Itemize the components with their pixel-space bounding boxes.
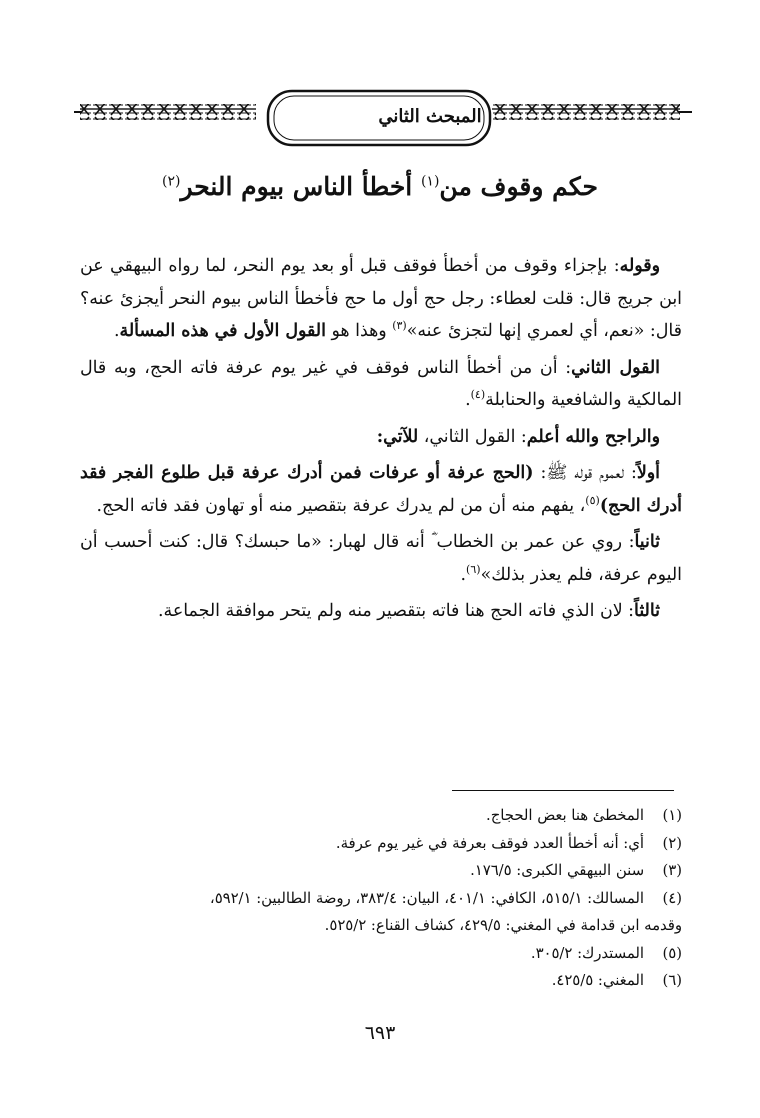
paragraph-1-bold: القول الأول في هذه المسألة <box>119 321 326 341</box>
section-header <box>60 88 700 158</box>
footnote-2 <box>80 830 682 858</box>
footnote-number: (٦) <box>662 972 682 989</box>
footnote-text: المغني: ٤٢٥/٥. <box>551 972 644 989</box>
paragraph-2-text: : أن من أخطأ الناس فوقف في غير يوم عرفة فاته الحج، وبه قال المالكية والشافعية والحنابلة <box>80 357 682 410</box>
title-footnote-ref-2: (٢) <box>161 173 181 190</box>
paragraph-2 <box>80 352 682 417</box>
title-part1: حكم وقوف من <box>439 172 599 201</box>
title-footnote-ref-1: (١) <box>420 173 440 190</box>
footnote-ref-5: (٥) <box>585 493 600 507</box>
footnote-5 <box>80 940 682 968</box>
paragraph-4-hadith: (الحج عرفة أو عرفات فمن أدرك عرفة قبل طلوع الفجر فقد أدرك الحج) <box>80 463 682 516</box>
paragraph-4-text2: ، يفهم منه أن من لم يدرك عرفة بتقصير منه أو تهاون فقد فاته الحج. <box>96 495 586 516</box>
footnote-number: (٤) <box>662 889 682 907</box>
footnote-text: المستدرك: ٣٠٥/٢. <box>530 944 644 962</box>
footnote-number: (٢) <box>662 834 682 852</box>
paragraph-1-end: . <box>114 321 120 341</box>
paragraph-4 <box>80 457 682 522</box>
footnote-number: (٣) <box>662 862 682 879</box>
paragraph-5-text: : روي عن عمر بن الخطاب ؓ أنه قال لهبار: «ما حبسك؟ قال: كنت أحسب أن اليوم عرفة، فلم يعذر بذلك» <box>80 532 682 585</box>
footnote-1 <box>80 802 682 830</box>
footnote-3 <box>80 857 682 885</box>
main-text <box>80 250 682 632</box>
footnote-text: المخطئ هنا بعض الحجاج. <box>486 807 644 824</box>
paragraph-3-lead: والراجح والله أعلم <box>526 426 660 447</box>
footnote-4-continuation: وقدمه ابن قدامة في المغني: ٤٢٩/٥، كشاف القناع: ٥٢٥/٢. <box>324 917 682 934</box>
paragraph-1 <box>80 250 682 348</box>
footnotes <box>80 802 682 995</box>
paragraph-3-text: : القول الثاني، <box>418 426 527 447</box>
title-part2: أخطأ الناس بيوم النحر <box>180 172 421 201</box>
footnote-number: (١) <box>662 807 682 824</box>
footnote-number: (٥) <box>662 944 682 962</box>
page-title <box>100 172 660 201</box>
paragraph-3-bold: للآتي: <box>376 426 419 447</box>
footnote-text: أي: أنه أخطأ العدد فوقف بعرفة في غير يوم عرفة. <box>335 834 644 852</box>
paragraph-3 <box>80 421 682 454</box>
paragraph-1-lead: وقوله <box>619 256 660 276</box>
paragraph-5-end: . <box>460 564 467 585</box>
paragraph-6-lead: ثالثاً <box>634 601 660 621</box>
paragraph-6 <box>80 595 682 628</box>
section-label: المبحث الثاني <box>378 106 482 127</box>
paragraph-5-lead: ثانياً <box>634 532 660 552</box>
page-number: ٦٩٣ <box>364 1022 396 1044</box>
paragraph-2-lead: القول الثاني <box>571 357 660 378</box>
paragraph-1-text2: وهذا هو <box>325 321 393 341</box>
footnote-separator <box>452 790 674 791</box>
footnote-ref-3: (٣) <box>392 319 407 333</box>
paragraph-4-text: : لعموم قوله ﷺ: <box>533 463 637 483</box>
paragraph-5 <box>80 526 682 591</box>
paragraph-6-text: : لان الذي فاته الحج هنا فاته بتقصير منه ولم يتحر موافقة الجماعة. <box>158 601 635 621</box>
footnote-text: المسالك: ٥١٥/١، الكافي: ٤٠١/١، البيان: ٣٨٣/٤، روضة الطالبين: ٥٩٢/١، <box>209 889 644 907</box>
paragraph-1-text: : بإجزاء وقوف من أخطأ فوقف قبل أو بعد يوم النحر، لما رواه البيهقي عن ابن جريج قال: قلت لعطاء: رجل حج أول ما حج فأخطأ الناس بيوم النحر أيجزئ عنه؟ قال: «نعم، أي لعمري إنها لتجزئ عنه» <box>80 256 682 341</box>
footnote-ref-6: (٦) <box>466 562 481 576</box>
footnote-ref-4: (٤) <box>470 388 486 402</box>
footnote-4 <box>80 885 682 913</box>
paragraph-2-end: . <box>465 390 471 410</box>
footnote-text: سنن البيهقي الكبرى: ١٧٦/٥. <box>470 862 644 879</box>
footnote-6 <box>80 967 682 995</box>
paragraph-4-lead: أولاً <box>636 463 660 483</box>
